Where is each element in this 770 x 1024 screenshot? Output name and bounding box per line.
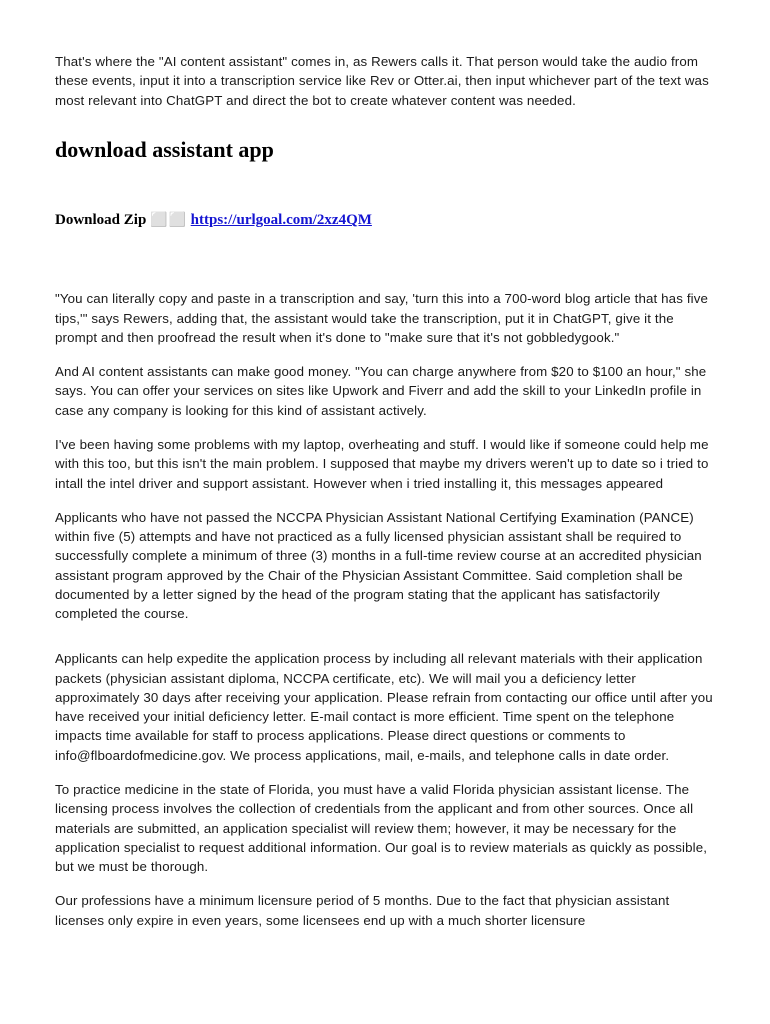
paragraph-3: I've been having some problems with my laptop, overheating and stuff. I would like if someone could help me with this too, but this isn't the main problem. I supposed that maybe my drivers weren't up to date so i tried to intall the intel driver and support assistant. However when i tried installing it, this messages appeared xyxy=(55,436,709,491)
paragraph-4: Applicants who have not passed the NCCPA Physician Assistant National Certifying Examination (PANCE) within five (5) attempts and have not practiced as a fully licensed physician assistant shall be required to successfully complete a minimum of three (3) months in a full-time review course at an accredited physician assistant program approved by the Chair of the Physician Assistant Committee. Said completion shall be documented by a letter signed by the head of the program stating that the applicant has satisfactorily completed the course. xyxy=(55,509,702,622)
paragraph-intro: That's where the "AI content assistant" comes in, as Rewers calls it. That person would take the audio from these events, input it into a transcription service like Rev or Otter.ai, then input whichever part of the text was most relevant into ChatGPT and direct the bot to create whatever content was needed. xyxy=(55,54,709,108)
paragraph-7: Our professions have a minimum licensure period of 5 months. Due to the fact that physician assistant licenses only expire in even years, some licensees end up with a much shorter licensure xyxy=(55,893,670,928)
paragraph-1: "You can literally copy and paste in a transcription and say, 'turn this into a 700-word blog article that has five tips,'" says Rewers, adding that, the assistant would take the transcription, put it in ChatGPT, give it the prompt and then proofread the result when it's done to "make sure that it's not gobbledygook." xyxy=(55,291,709,345)
download-link[interactable]: https://urlgoal.com/2xz4QM xyxy=(190,212,372,229)
download-label: Download Zip xyxy=(55,212,147,229)
download-block xyxy=(55,210,715,231)
paragraph-5: Applicants can help expedite the application process by including all relevant materials with their application packets (physician assistant diploma, NCCPA certificate, etc). We will mail you a deficiency letter approximately 30 days after receiving your application. Please refrain from contacting our office until after you have received your initial deficiency letter. E-mail contact is more efficient. Time spent on the telephone impacts time available for staff to process applications. Please direct questions or comments to info@flboardofmedicine.gov. We process applications, mail, e-mails, and telephone calls in date order. xyxy=(55,651,713,763)
page-title: download assistant app xyxy=(55,136,274,162)
paragraph-6: To practice medicine in the state of Florida, you must have a valid Florida physician assistant license. The licensing process involves the collection of credentials from the applicant and from other sources. Once all materials are submitted, an application specialist will review them; however, it may be necessary for the application specialist to request additional information. Our goal is to review materials as quickly as possible, but we must be thorough. xyxy=(55,781,708,875)
paragraph-2: And AI content assistants can make good money. "You can charge anywhere from $20 to $100 an hour," she says. You can offer your services on sites like Upwork and Fiverr and add the skill to your LinkedIn profile in case any company is looking for this kind of assistant actively. xyxy=(55,364,707,418)
download-box-glyphs-icon: ⬜⬜ xyxy=(150,212,187,229)
